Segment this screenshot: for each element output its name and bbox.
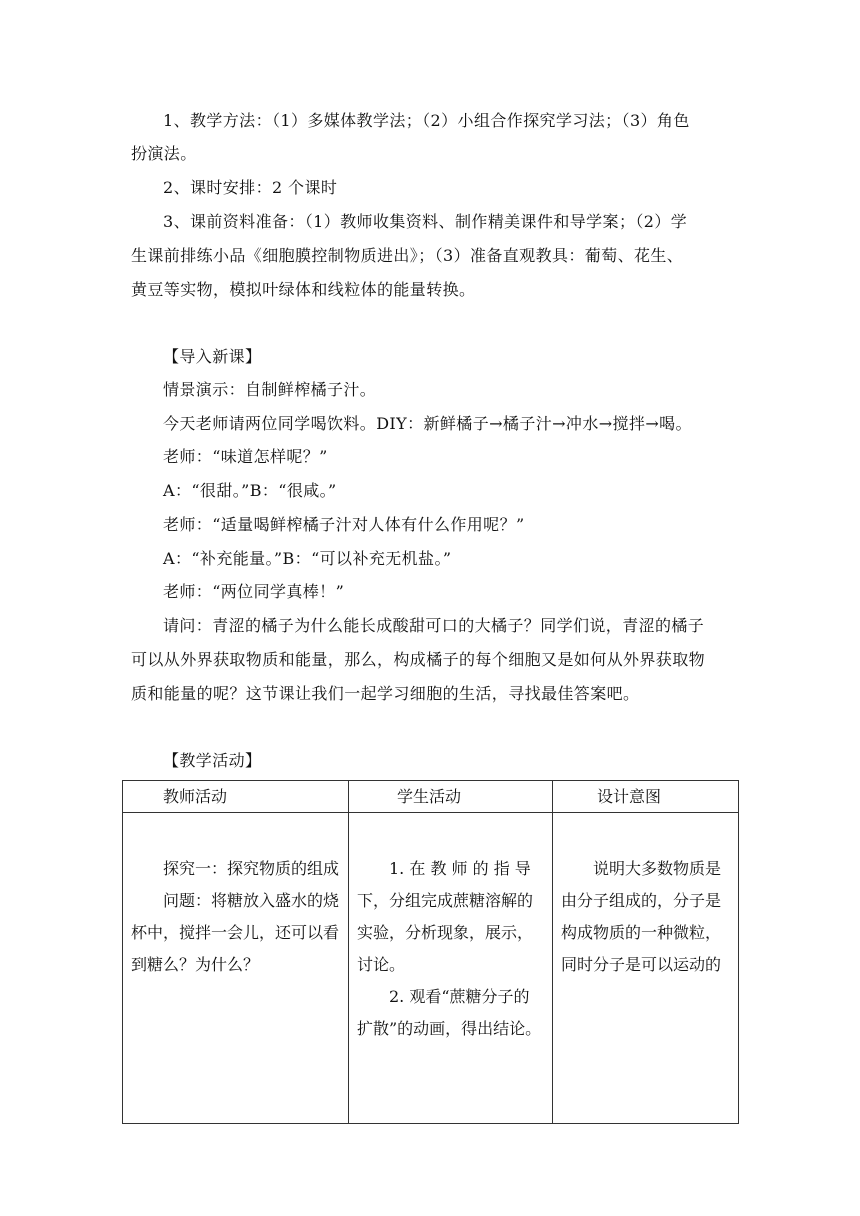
header-teacher-cell xyxy=(123,781,349,813)
question-line-3: 质和能量的呢？这节课让我们一起学习细胞的生活，寻找最佳答案吧。 xyxy=(131,684,640,703)
intro-heading: 【导入新课】 xyxy=(163,347,262,366)
design-intent-cell xyxy=(553,813,739,1124)
scene-line: 情景演示：自制鲜榨橘子汁。 xyxy=(163,380,377,399)
student-activity-cell xyxy=(349,813,553,1124)
design-intent-text: 说明大多数物质是由分子组成的，分子是构成物质的一种微粒，同时分子是可以运动的 xyxy=(561,859,722,974)
teacher-activity-cell xyxy=(123,813,349,1124)
answer-line-1: A：“很甜。”B：“很咸。” xyxy=(163,481,337,500)
header-student-cell xyxy=(349,781,553,813)
student-activity-step-1: 1. 在 教 师 的 指 导 下，分组完成蔗糖溶解的实验，分析现象，展示，讨论。 xyxy=(357,859,534,974)
prep-line-1: 3、课前资料准备：（1）教师收集资料、制作精美课件和导学案；（2）学 xyxy=(163,212,688,231)
teacher-activity-topic: 探究一：探究物质的组成 xyxy=(163,859,340,878)
prep-line-2: 生课前排练小品《细胞膜控制物质进出》；（3）准备直观教具：葡萄、花生、 xyxy=(131,246,684,265)
teacher-question-1: 老师：“味道怎样呢？” xyxy=(163,447,328,466)
method-line-1: 1、教学方法：（1）多媒体教学法；（2）小组合作探究学习法；（3）角色 xyxy=(163,111,690,130)
table-header-row xyxy=(123,781,739,813)
method-line-2: 扮演法。 xyxy=(131,144,197,163)
question-line-1: 请问：青涩的橘子为什么能长成酸甜可口的大橘子？同学们说，青涩的橘子 xyxy=(163,616,705,635)
activity-table xyxy=(122,780,739,1124)
teacher-activity-question: 问题：将糖放入盛水的烧杯中，搅拌一会儿，还可以看到糖么？为什么？ xyxy=(131,891,340,974)
answer-line-2: A：“补充能量。”B：“可以补充无机盐。” xyxy=(163,549,452,568)
prep-line-3: 黄豆等实物，模拟叶绿体和线粒体的能量转换。 xyxy=(131,280,476,299)
diy-line: 今天老师请两位同学喝饮料。DIY：新鲜橘子→橘子汁→冲水→搅拌→喝。 xyxy=(163,414,692,433)
activity-heading: 【教学活动】 xyxy=(163,751,262,770)
student-activity-step-2: 2. 观看“蔗糖分子的扩散”的动画，得出结论。 xyxy=(357,987,542,1038)
header-intent-cell xyxy=(553,781,739,813)
schedule-line: 2、课时安排：2 个课时 xyxy=(163,178,338,197)
header-teacher: 教师活动 xyxy=(163,787,228,806)
teacher-question-2: 老师：“适量喝鲜榨橘子汁对人体有什么作用呢？” xyxy=(163,515,525,534)
header-student: 学生活动 xyxy=(397,787,462,806)
teacher-praise: 老师：“两位同学真棒！” xyxy=(163,582,345,601)
header-intent: 设计意图 xyxy=(597,787,662,806)
table-row xyxy=(123,813,739,1124)
question-line-2: 可以从外界获取物质和能量，那么，构成橘子的每个细胞又是如何从外界获取物 xyxy=(131,650,706,669)
